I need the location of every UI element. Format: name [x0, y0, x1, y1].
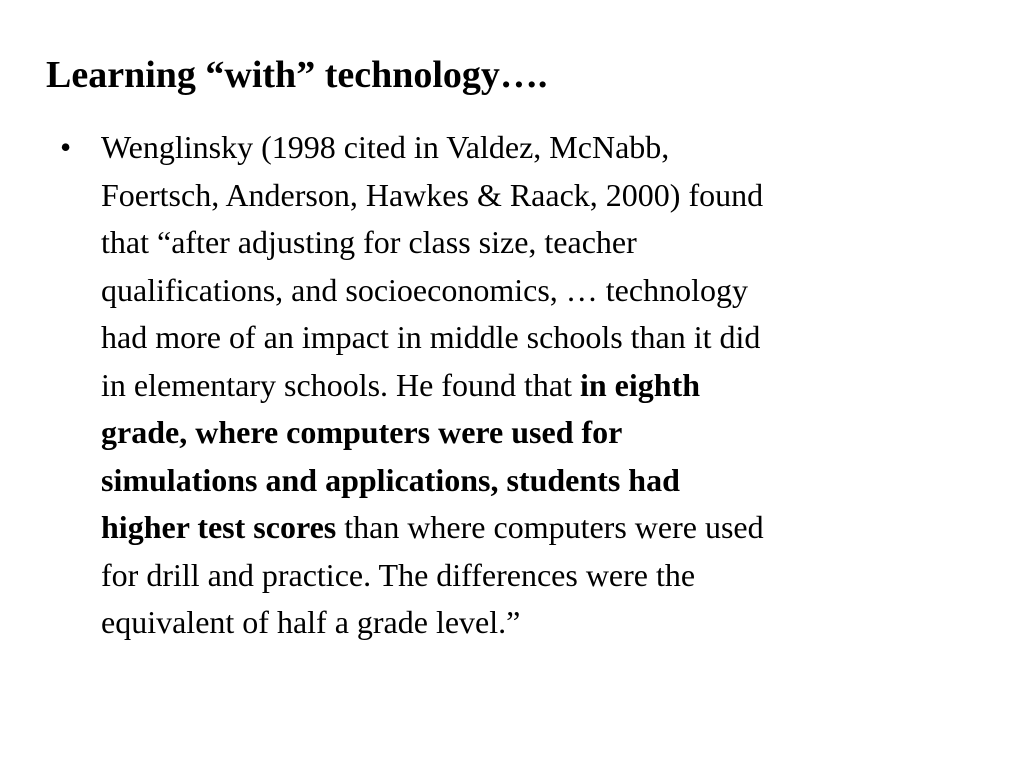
- text-line: [101, 267, 971, 315]
- text-run: that “after adjusting for class size, teacher: [101, 224, 637, 260]
- text-run: equivalent of half a grade level.”: [101, 604, 521, 640]
- text-run-bold: simulations and applications, students had: [101, 461, 680, 498]
- text-line: [101, 599, 971, 647]
- text-line: [101, 219, 971, 267]
- slide-title: Learning “with” technology….: [46, 54, 548, 96]
- bullet-marker: •: [60, 129, 72, 165]
- text-line: [101, 552, 971, 600]
- text-run: Wenglinsky (1998 cited in Valdez, McNabb,: [101, 129, 670, 165]
- text-line: [101, 172, 971, 220]
- text-line: [101, 124, 971, 172]
- bullet-text: [101, 124, 971, 647]
- text-line: [101, 457, 971, 505]
- text-run-bold: grade, where computers were used for: [101, 414, 623, 450]
- text-line: [101, 314, 971, 362]
- text-run: in elementary schools. He found that: [101, 366, 580, 403]
- text-run: than where computers were used: [336, 509, 764, 545]
- text-line: [101, 504, 971, 552]
- text-run: had more of an impact in middle schools than it did: [101, 319, 761, 355]
- text-run-bold: in eighth: [579, 366, 701, 403]
- text-run-bold: higher test scores: [101, 509, 337, 545]
- text-line: [101, 362, 971, 410]
- text-run: qualifications, and socioeconomics, … technology: [101, 271, 748, 308]
- text-line: [101, 409, 971, 457]
- text-run: for drill and practice. The differences were the: [101, 556, 696, 593]
- text-run: Foertsch, Anderson, Hawkes & Raack, 2000) found: [101, 176, 764, 213]
